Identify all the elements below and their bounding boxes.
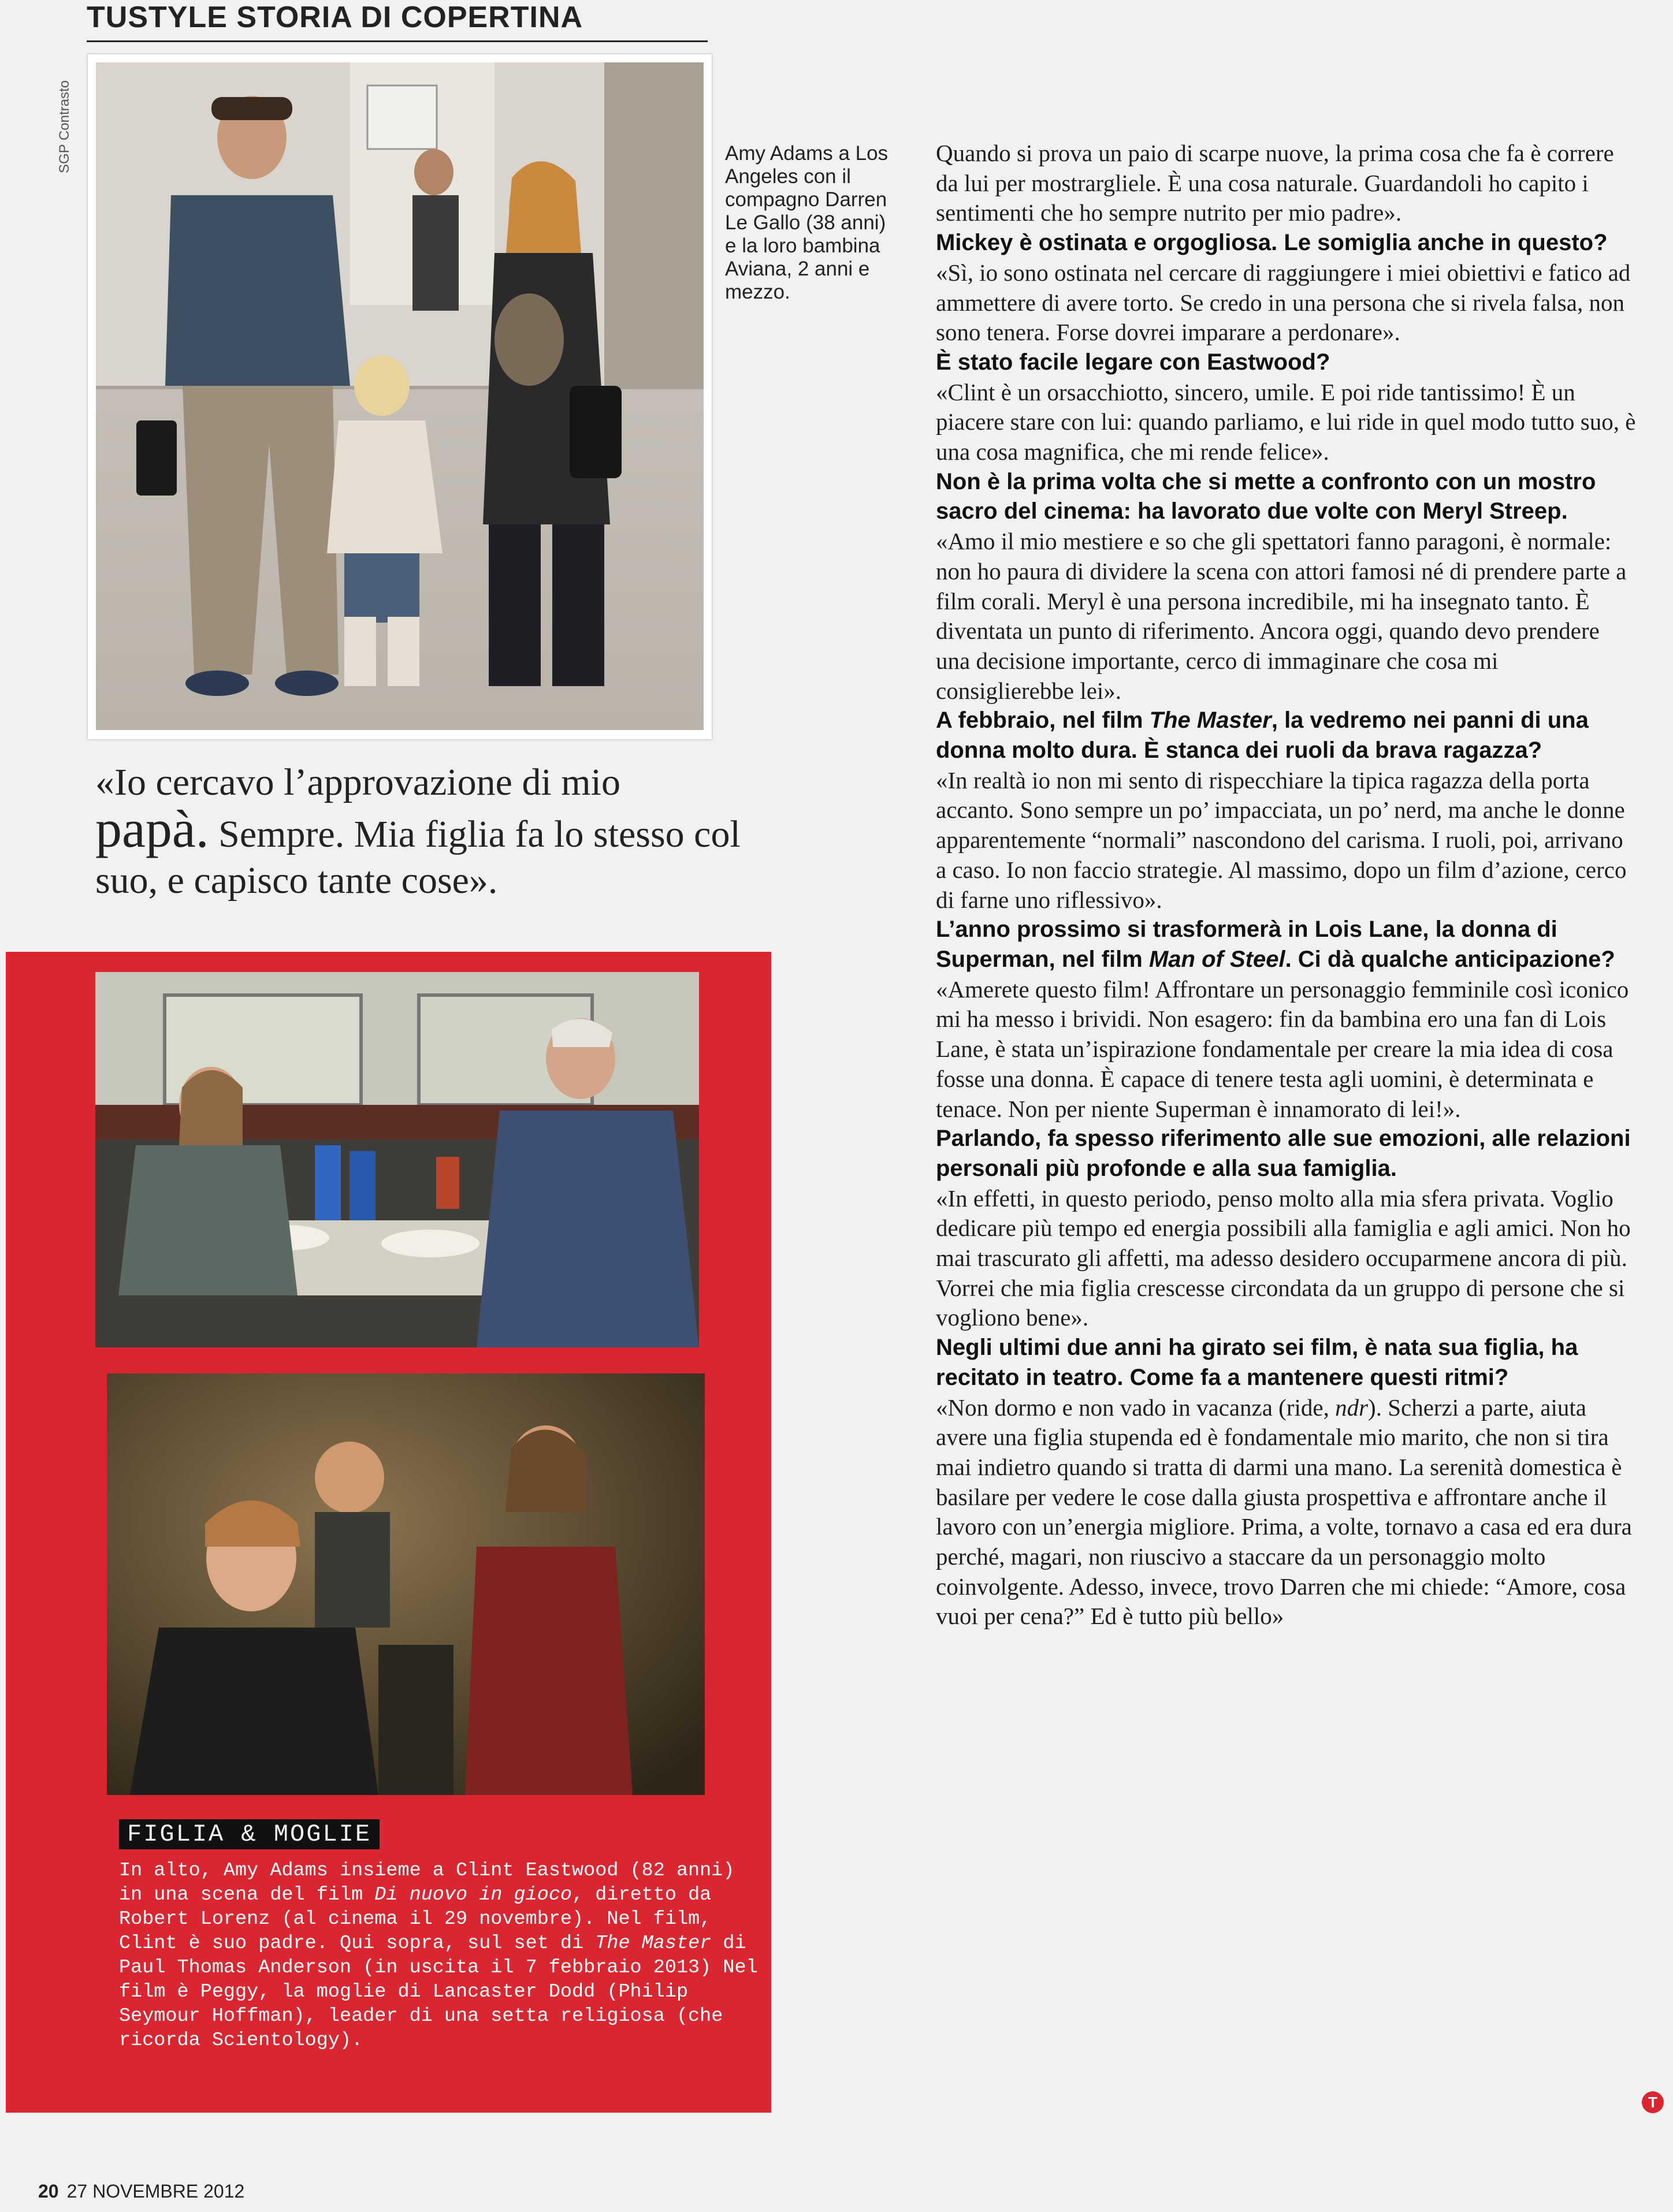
family-photo-caption: Amy Adams a Los Angeles con il compagno Darren Le Gallo (38 anni) e la loro bambina Aviana, 2 anni e mezzo.: [725, 142, 888, 303]
interview-question: [936, 706, 1638, 765]
sidebar-caption-b: , diretto da Robert Lorenz (al cinema il 29 novembre). Nel film, Clint è suo padre. Qui sopra, sul set di: [119, 1884, 712, 1954]
interview-question: [936, 915, 1638, 974]
interview-answer: «Clint è un orsacchiotto, sincero, umile. E poi ride tantissimo! È un piacere stare con lui: quando parliamo, e lui ride in quel modo tutto suo, è una cosa magnifica, che mi rende felice».: [936, 378, 1636, 466]
interview-question: Parlando, fa spesso riferimento alle sue emozioni, alle relazioni personali più profonde e alla sua famiglia.: [936, 1126, 1631, 1181]
answer-text: «Non dormo e non vado in vacanza (ride,: [936, 1394, 1336, 1421]
diner-scene-photo: [95, 972, 699, 1347]
photo-credit: SGP Contrasto: [57, 80, 72, 173]
interview-question: È stato facile legare con Eastwood?: [936, 349, 1330, 375]
interview-answer: «Amerete questo film! Affrontare un personaggio femminile così iconico mi ha messo i brividi. Non esagero: fin da bambina ero una fan di Lois Lane, è stata un’ispirazione fondamentale per creare la mia idea di cosa fosse una donna. È capace di tenere testa agli uomini, è determinata e tenace. Non per niente Superman è innamorato di lei!».: [936, 975, 1629, 1122]
interview-question: Negli ultimi due anni ha girato sei film, è nata sua figlia, ha recitato in teatro. Come fa a mantenere questi ritmi?: [936, 1335, 1578, 1390]
question-text: , la vedremo nei panni di una donna molto dura. È stanca dei ruoli da brava ragazza?: [936, 707, 1589, 764]
interview-question: Mickey è ostinata e orgogliosa. Le somiglia anche in questo?: [936, 230, 1608, 256]
family-photo-frame: [88, 54, 712, 739]
article-paragraph: Quando si prova un paio di scarpe nuove, la prima cosa che fa è correre da lui per mostrargliele. È una cosa naturale. Guardandoli ho capito i sentimenti che ho sempre nutrito per mio padre».: [936, 140, 1614, 226]
section-title: TUSTYLE STORIA DI COPERTINA: [87, 1, 583, 34]
sidebar-caption-film1: Di nuovo in gioco: [374, 1884, 572, 1906]
the-master-scene-illustration: [107, 1373, 705, 1795]
page-footer: [38, 2181, 244, 2202]
film-title: The Master: [1149, 707, 1272, 733]
end-mark-icon: T: [1642, 2091, 1664, 2113]
question-text: . Ci dà qualche anticipazione?: [1285, 946, 1615, 972]
the-master-scene-photo: [107, 1373, 705, 1795]
sidebar-caption-c: di Paul Thomas Anderson (in uscita il 7 febbraio 2013) Nel film è Peggy, la moglie di Lancaster Dodd (Philip Seymour Hoffman), leader di una setta religiosa (che ricorda Scientology).: [119, 1932, 758, 2051]
question-text: L’anno prossimo si trasformerà in Lois Lane, la donna di Superman, nel film: [936, 917, 1557, 972]
sidebar-caption: [119, 1859, 760, 2053]
interview-answer: «Amo il mio mestiere e so che gli spettatori fanno paragoni, è normale: non ho paura di dividere la scena con attori famosi né di prendere parte a film corali. Meryl è una persona incredibile, mi ha insegnato tanto. È diventata un punto di riferimento. Ancora oggi, quando devo prendere una decisione importante, cerco di immaginare che cosa mi consiglierebbe lei».: [936, 528, 1627, 704]
interview-question: Non è la prima volta che si mette a confronto con un mostro sacro del cinema: ha lavorato due volte con Meryl Streep.: [936, 468, 1596, 524]
interview-answer: «In realtà io non mi sento di rispecchiare la tipica ragazza della porta accanto. Sono sempre un po’ impacciata, un po’ nerd, ma anche le donne apparentemente “normali” nascondono del carisma. I ruoli, poi, arrivano a caso. Io non faccio strategie. Al massimo, dopo un film d’azione, cerco di farne uno riflessivo».: [936, 766, 1627, 913]
pull-quote: [95, 759, 742, 904]
sidebar-caption-film2: The Master: [595, 1932, 712, 1954]
sidebar-caption-a: In alto, Amy Adams insieme a Clint Eastwood (82 anni) in una scena del film: [119, 1860, 735, 1906]
interview-answer: [936, 1393, 1638, 1632]
diner-scene-illustration: [95, 972, 699, 1347]
article-body: [936, 139, 1638, 1632]
answer-text: ). Scherzi a parte, aiuta avere una figlia stupenda ed è fondamentale mio marito, che non si tira mai indietro quando si tratta di darmi una mano. La serenità domestica è basilare per vedere le cose dalla giusta prospettiva e affrontare anche il lavoro con un’energia migliore. Prima, a volte, tornavo a casa ed era dura perché, magari, non riuscivo a staccare da un personaggio molto coinvolgente. Adesso, invece, trovo Darren che mi chiede: “Amore, cosa vuoi per cena?” Ed è tutto più bello»: [936, 1394, 1632, 1630]
page-number: 20: [38, 2181, 59, 2202]
question-text: A febbraio, nel film: [936, 707, 1150, 733]
interview-answer: «Sì, io sono ostinata nel cercare di raggiungere i miei obiettivi e fatico ad ammettere di avere torto. Se credo in una persona che si rivela falsa, non sono tenera. Forse dovrei imparare a perdonare».: [936, 259, 1631, 346]
film-title: Man of Steel: [1148, 946, 1285, 972]
header-rule: [87, 40, 708, 42]
pull-quote-part2: Sempre. Mia figlia fa lo stesso col suo, e capisco tante cose».: [95, 813, 741, 902]
family-photo-illustration: [96, 62, 704, 730]
pull-quote-part1: «Io cercavo l’approvazione di mio: [95, 761, 620, 803]
sidebar-tag: FIGLIA & MOGLIE: [119, 1819, 380, 1849]
issue-date: 27 NOVEMBRE 2012: [66, 2181, 245, 2202]
family-photo: [96, 62, 704, 730]
interview-answer: «In effetti, in questo periodo, penso molto alla mia sfera privata. Voglio dedicare più tempo ed energia possibili alla famiglia e agli amici. Non ho mai trascurato gli affetti, ma adesso desidero occuparmene ancora di più. Vorrei che mia figlia crescesse circondata da un gruppo di persone che si vogliono bene».: [936, 1185, 1631, 1331]
editor-note: ndr: [1335, 1394, 1369, 1421]
pull-quote-emphasis: papà.: [95, 799, 209, 858]
